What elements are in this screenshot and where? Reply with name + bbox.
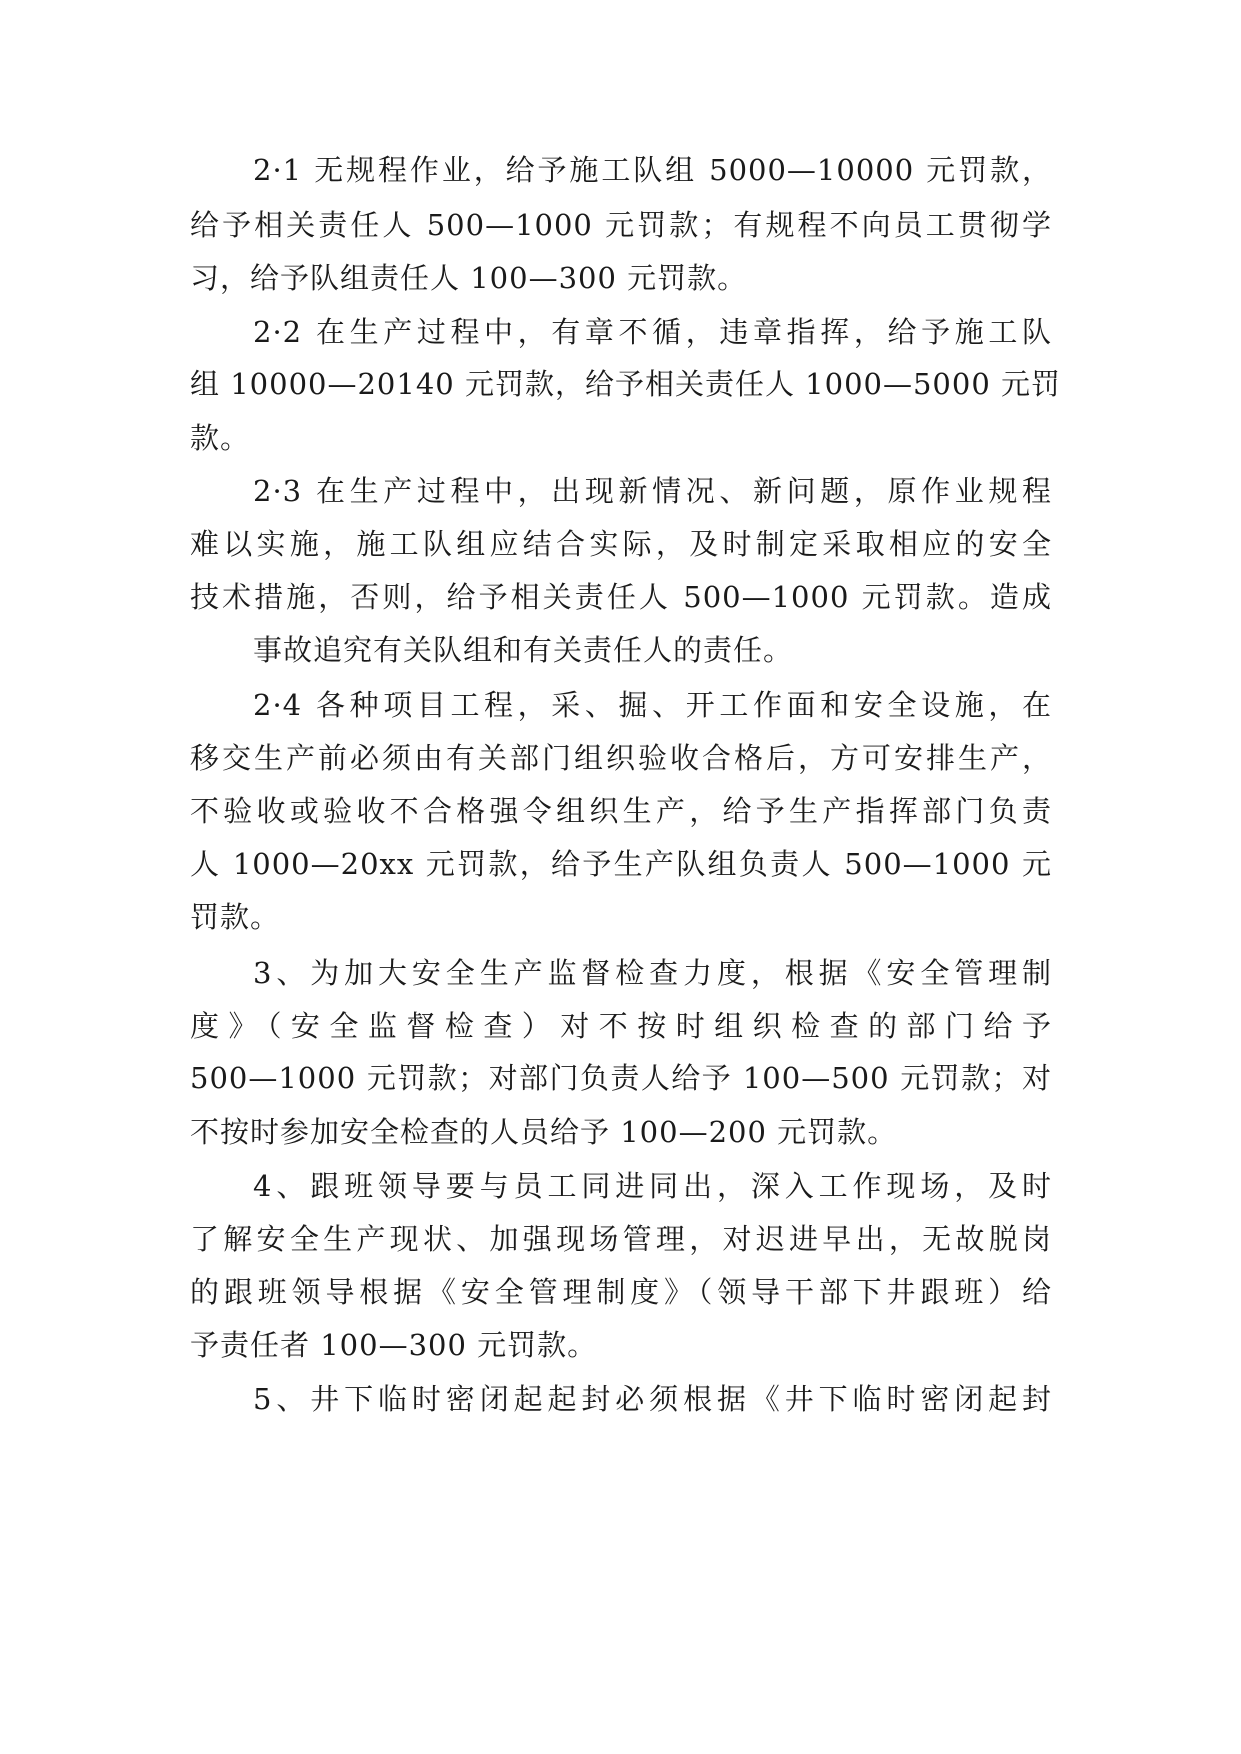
paragraph-2-4-line-5: 罚款。 xyxy=(190,900,281,934)
paragraph-5-line-1: 5、井下临时密闭起起封必须根据《井下临时密闭起封 xyxy=(253,1382,1052,1416)
paragraph-4-line-3: 的跟班领导根据《安全管理制度》（领导干部下井跟班）给 xyxy=(190,1275,1052,1309)
paragraph-2-2-line-2: 组 10000—20140 元罚款，给予相关责任人 1000—5000 元罚 xyxy=(190,367,1061,401)
paragraph-4-line-2: 了解安全生产现状、加强现场管理，对迟进早出，无故脱岗 xyxy=(190,1222,1052,1256)
paragraph-2-1-line-1: 2·1 无规程作业，给予施工队组 5000—10000 元罚款， xyxy=(253,153,1052,187)
paragraph-2-4-line-4: 人 1000—20xx 元罚款，给予生产队组负责人 500—1000 元 xyxy=(190,847,1052,881)
paragraph-3-line-1: 3、为加大安全生产监督检查力度，根据《安全管理制 xyxy=(253,956,1052,990)
paragraph-2-2-line-1: 2·2 在生产过程中，有章不循，违章指挥，给予施工队 xyxy=(253,315,1052,349)
paragraph-4-line-1: 4、跟班领导要与员工同进同出，深入工作现场，及时 xyxy=(253,1169,1052,1203)
paragraph-2-1-line-2: 给予相关责任人 500—1000 元罚款；有规程不向员工贯彻学 xyxy=(190,208,1052,242)
paragraph-2-3-line-1: 2·3 在生产过程中，出现新情况、新问题，原作业规程 xyxy=(253,474,1052,508)
paragraph-2-4-line-2: 移交生产前必须由有关部门组织验收合格后，方可安排生产， xyxy=(190,741,1052,775)
paragraph-2-4-line-1: 2·4 各种项目工程，采、掘、开工作面和安全设施，在 xyxy=(253,688,1052,722)
paragraph-2-3-line-4: 事故追究有关队组和有关责任人的责任。 xyxy=(253,633,794,667)
paragraph-3-line-4: 不按时参加安全检查的人员给予 100—200 元罚款。 xyxy=(190,1115,898,1149)
paragraph-2-3-line-2: 难以实施，施工队组应结合实际，及时制定采取相应的安全 xyxy=(190,527,1052,561)
paragraph-2-4-line-3: 不验收或验收不合格强令组织生产，给予生产指挥部门负责 xyxy=(190,794,1052,828)
paragraph-3-line-3: 500—1000 元罚款；对部门负责人给予 100—500 元罚款；对 xyxy=(190,1061,1052,1095)
paragraph-4-line-4: 予责任者 100—300 元罚款。 xyxy=(190,1328,598,1362)
paragraph-2-1-line-3: 习，给予队组责任人 100—300 元罚款。 xyxy=(190,261,748,295)
paragraph-3-line-2: 度》（安全监督检查）对不按时组织检查的部门给予 xyxy=(190,1009,1052,1043)
paragraph-2-3-line-3: 技术措施，否则，给予相关责任人 500—1000 元罚款。造成 xyxy=(190,580,1052,614)
paragraph-2-2-line-3: 款。 xyxy=(190,421,251,455)
